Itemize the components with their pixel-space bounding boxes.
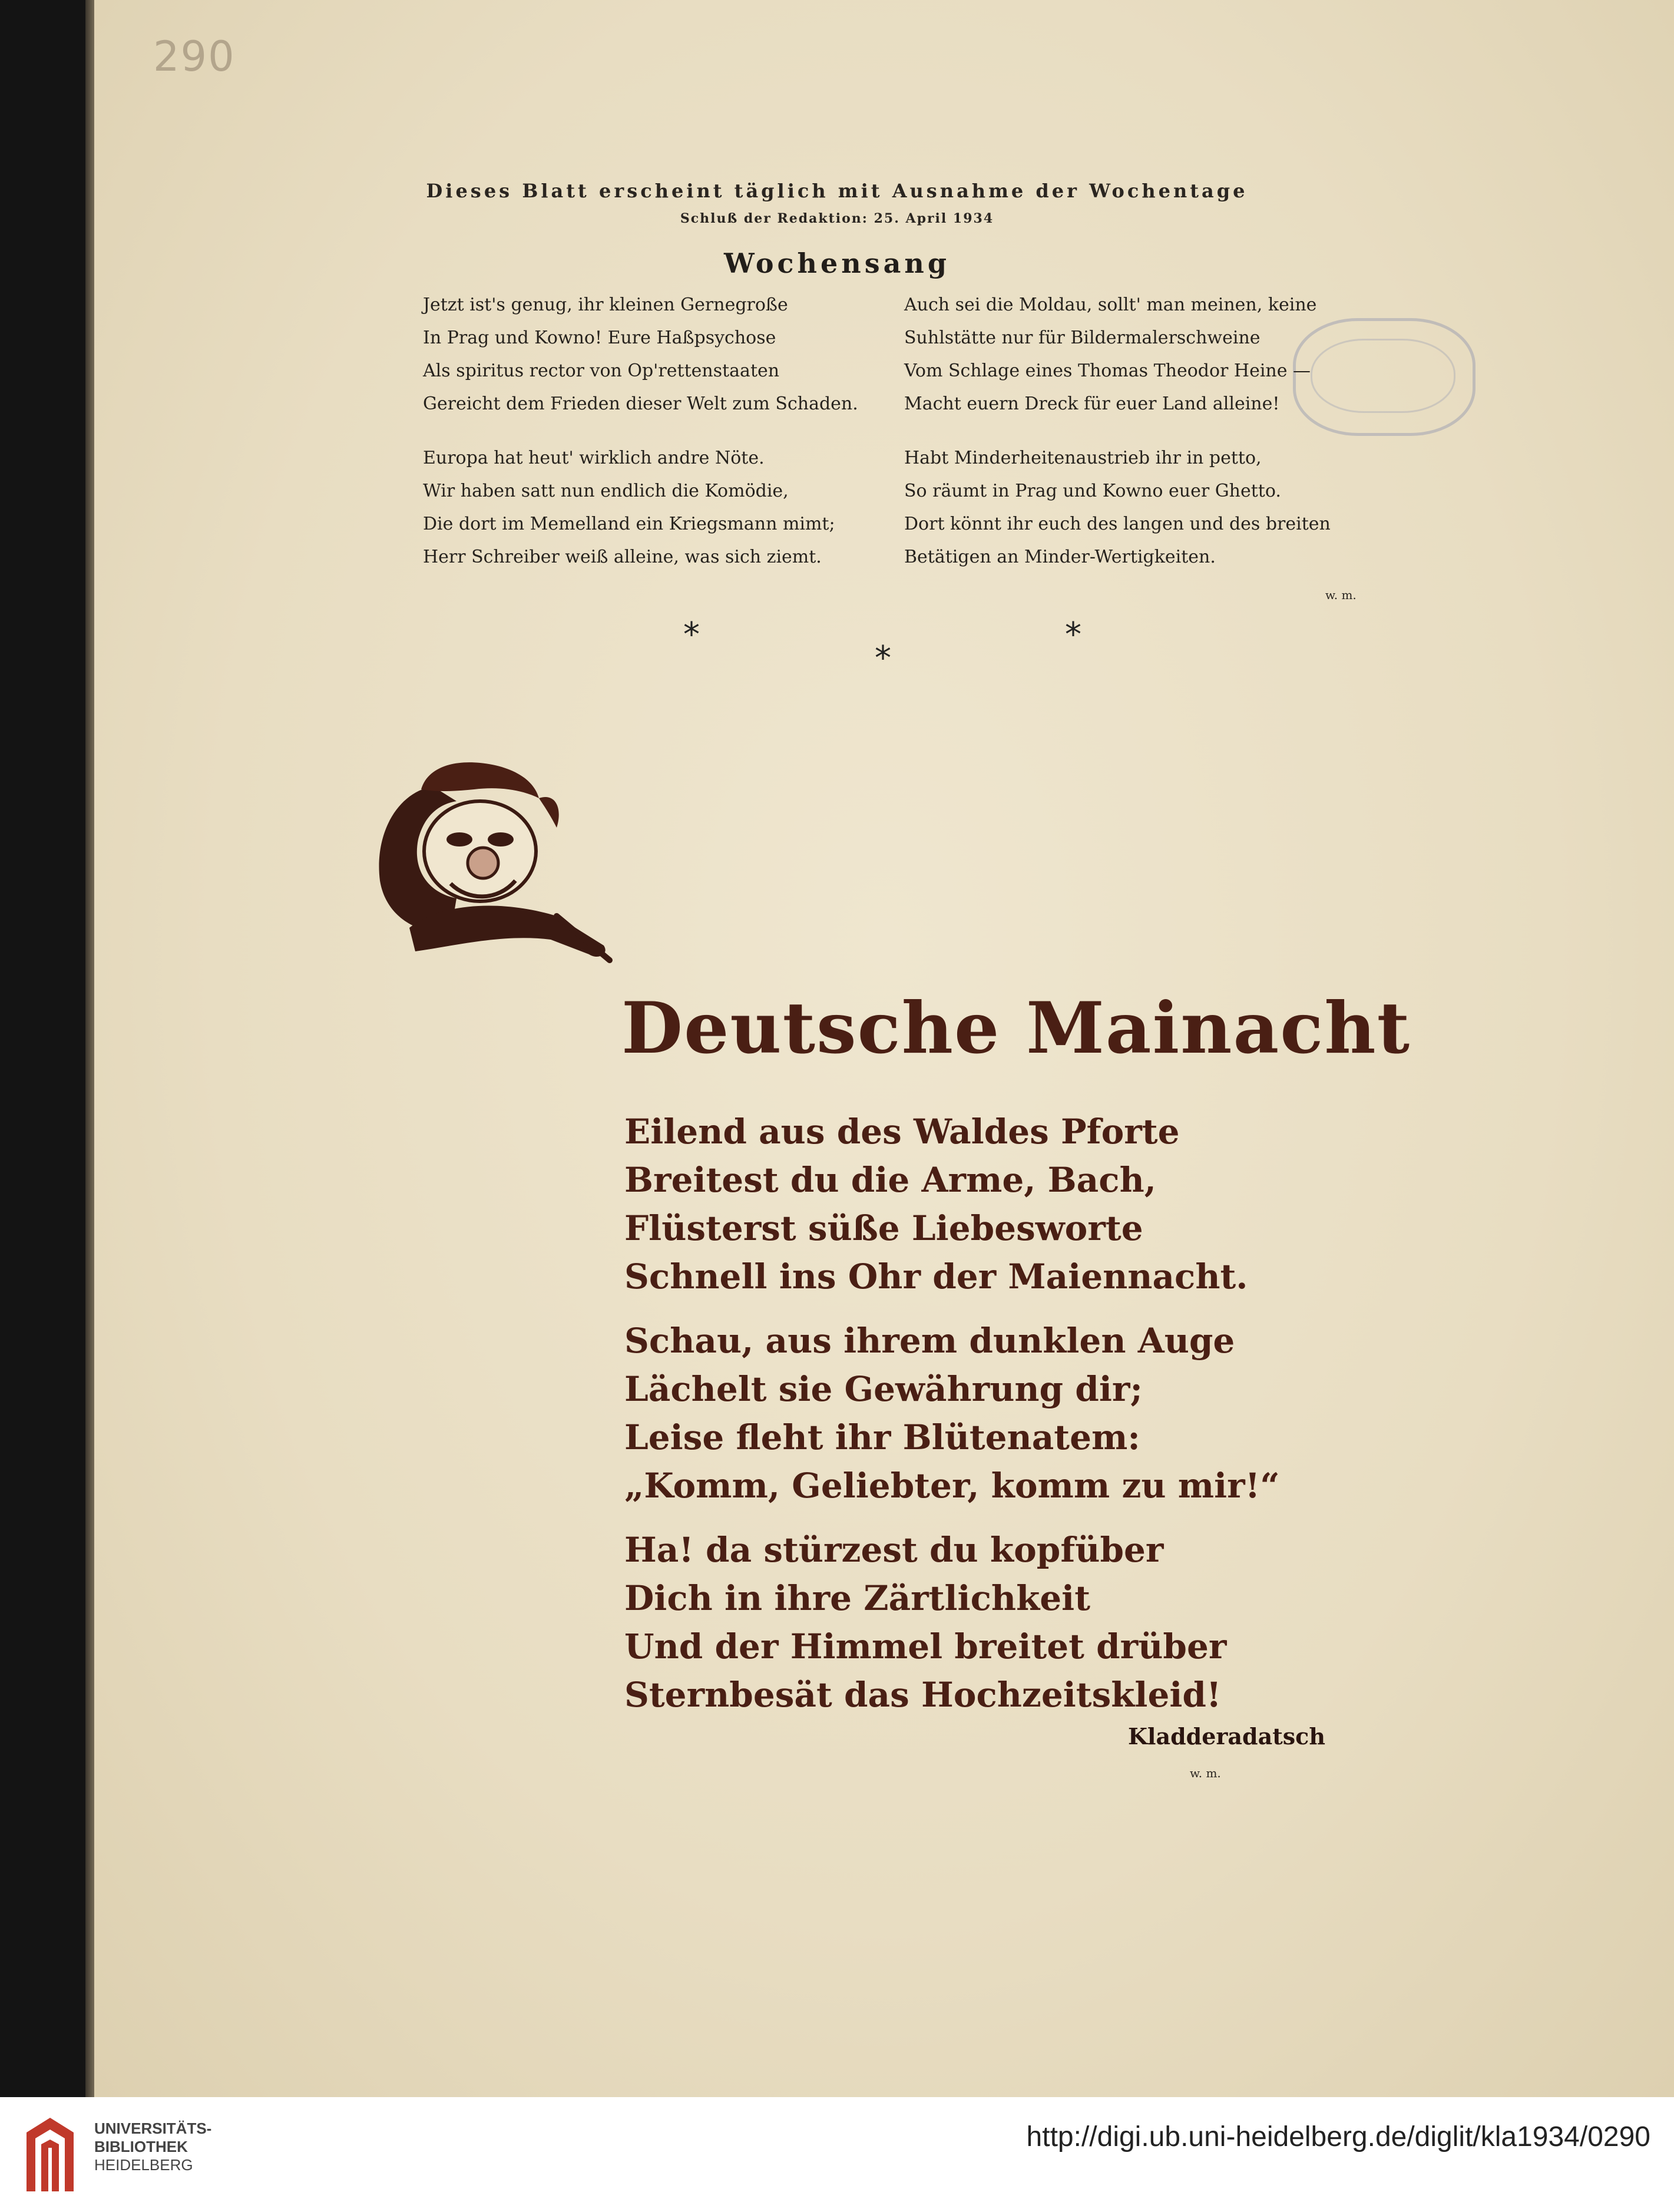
verse-line: Macht euern Dreck für euer Land alleine! — [904, 394, 1280, 414]
verse-line: So räumt in Prag und Kowno euer Ghetto. — [904, 481, 1281, 501]
university-library-logo-text[interactable] — [94, 2120, 211, 2174]
logo-line: BIBLIOTHEK — [94, 2138, 188, 2155]
verse-line: In Prag und Kowno! Eure Haßpsychose — [423, 328, 776, 348]
university-library-logo-icon[interactable] — [18, 2109, 82, 2197]
verse-line: Suhlstätte nur für Bildermalerschweine — [904, 328, 1261, 348]
poem-source: Kladderadatsch — [1128, 1723, 1325, 1750]
poem-top-right-stanza-2 — [904, 442, 1331, 574]
separator-star: * — [875, 639, 891, 677]
logo-line: HEIDELBERG — [94, 2156, 193, 2174]
verse-line: Wir haben satt nun endlich die Komödie, — [423, 481, 789, 501]
poem-main-signature: w. m. — [1190, 1766, 1221, 1780]
poem-main-title: Deutsche Mainacht — [621, 987, 1411, 1070]
verse-line: Habt Minderheitenaustrieb ihr in petto, — [904, 448, 1262, 468]
editorial-close: Schluß der Redaktion: 25. April 1934 — [680, 211, 994, 226]
verse-line: Leise fleht ihr Blütenatem: — [624, 1417, 1140, 1457]
separator-star: * — [683, 616, 700, 654]
verse-line: Eilend aus des Waldes Pforte — [624, 1112, 1180, 1152]
verse-line: Dich in ihre Zärtlichkeit — [624, 1578, 1090, 1618]
verse-line: Gereicht dem Frieden dieser Welt zum Schaden. — [423, 394, 858, 414]
separator-star: * — [1065, 616, 1081, 654]
verse-line: Lächelt sie Gewährung dir; — [624, 1369, 1143, 1409]
verse-line: Breitest du die Arme, Bach, — [624, 1160, 1156, 1200]
poem-top-right-stanza-1 — [904, 289, 1316, 421]
poem-top-left-stanza-2 — [423, 442, 835, 574]
verse-line: „Komm, Geliebter, komm zu mir!“ — [624, 1466, 1280, 1506]
page-url-link[interactable]: http://digi.ub.uni-heidelberg.de/diglit/kla1934/0290 — [1026, 2121, 1650, 2153]
verse-line: Schau, aus ihrem dunklen Auge — [624, 1321, 1235, 1361]
verse-line: Ha! da stürzest du kopfüber — [624, 1530, 1164, 1570]
verse-line: Vom Schlage eines Thomas Theodor Heine — — [904, 361, 1311, 381]
logo-line: UNIVERSITÄTS- — [94, 2120, 212, 2137]
verse-line: Flüsterst süße Liebesworte — [624, 1208, 1143, 1248]
handwritten-page-number: 290 — [153, 32, 236, 81]
verse-line: Betätigen an Minder-Wertigkeiten. — [904, 547, 1216, 567]
verse-line: Die dort im Memelland ein Kriegsmann mimt; — [423, 514, 835, 534]
verse-line: Jetzt ist's genug, ihr kleinen Gernegroße — [423, 295, 788, 315]
verse-line: Und der Himmel breitet drüber — [624, 1626, 1227, 1667]
verse-line: Europa hat heut' wirklich andre Nöte. — [423, 448, 765, 468]
verse-line: Auch sei die Moldau, sollt' man meinen, keine — [904, 295, 1317, 315]
header-notice: Dieses Blatt erscheint täglich mit Ausnahme der Wochentage — [426, 180, 1248, 202]
poem-main-stanza-1 — [624, 1107, 1248, 1301]
pointing-figure-cartoon-icon — [362, 757, 621, 981]
verse-line: Herr Schreiber weiß alleine, was sich ziemt. — [423, 547, 822, 567]
poem-main-stanza-2 — [624, 1317, 1280, 1510]
poem-main-stanza-3 — [624, 1526, 1226, 1719]
verse-line: Schnell ins Ohr der Maiennacht. — [624, 1257, 1248, 1297]
viewer-footer — [0, 2097, 1674, 2212]
verse-line: Als spiritus rector von Op'rettenstaaten — [423, 361, 780, 381]
verse-line: Dort könnt ihr euch des langen und des breiten — [904, 514, 1331, 534]
poem-top-left-stanza-1 — [423, 289, 858, 421]
book-binding — [0, 0, 91, 2097]
library-stamp-inner — [1311, 339, 1455, 413]
poem-top-title: Wochensang — [723, 247, 951, 279]
verse-line: Sternbesät das Hochzeitskleid! — [624, 1675, 1222, 1715]
poem-top-signature: w. m. — [1325, 588, 1357, 602]
